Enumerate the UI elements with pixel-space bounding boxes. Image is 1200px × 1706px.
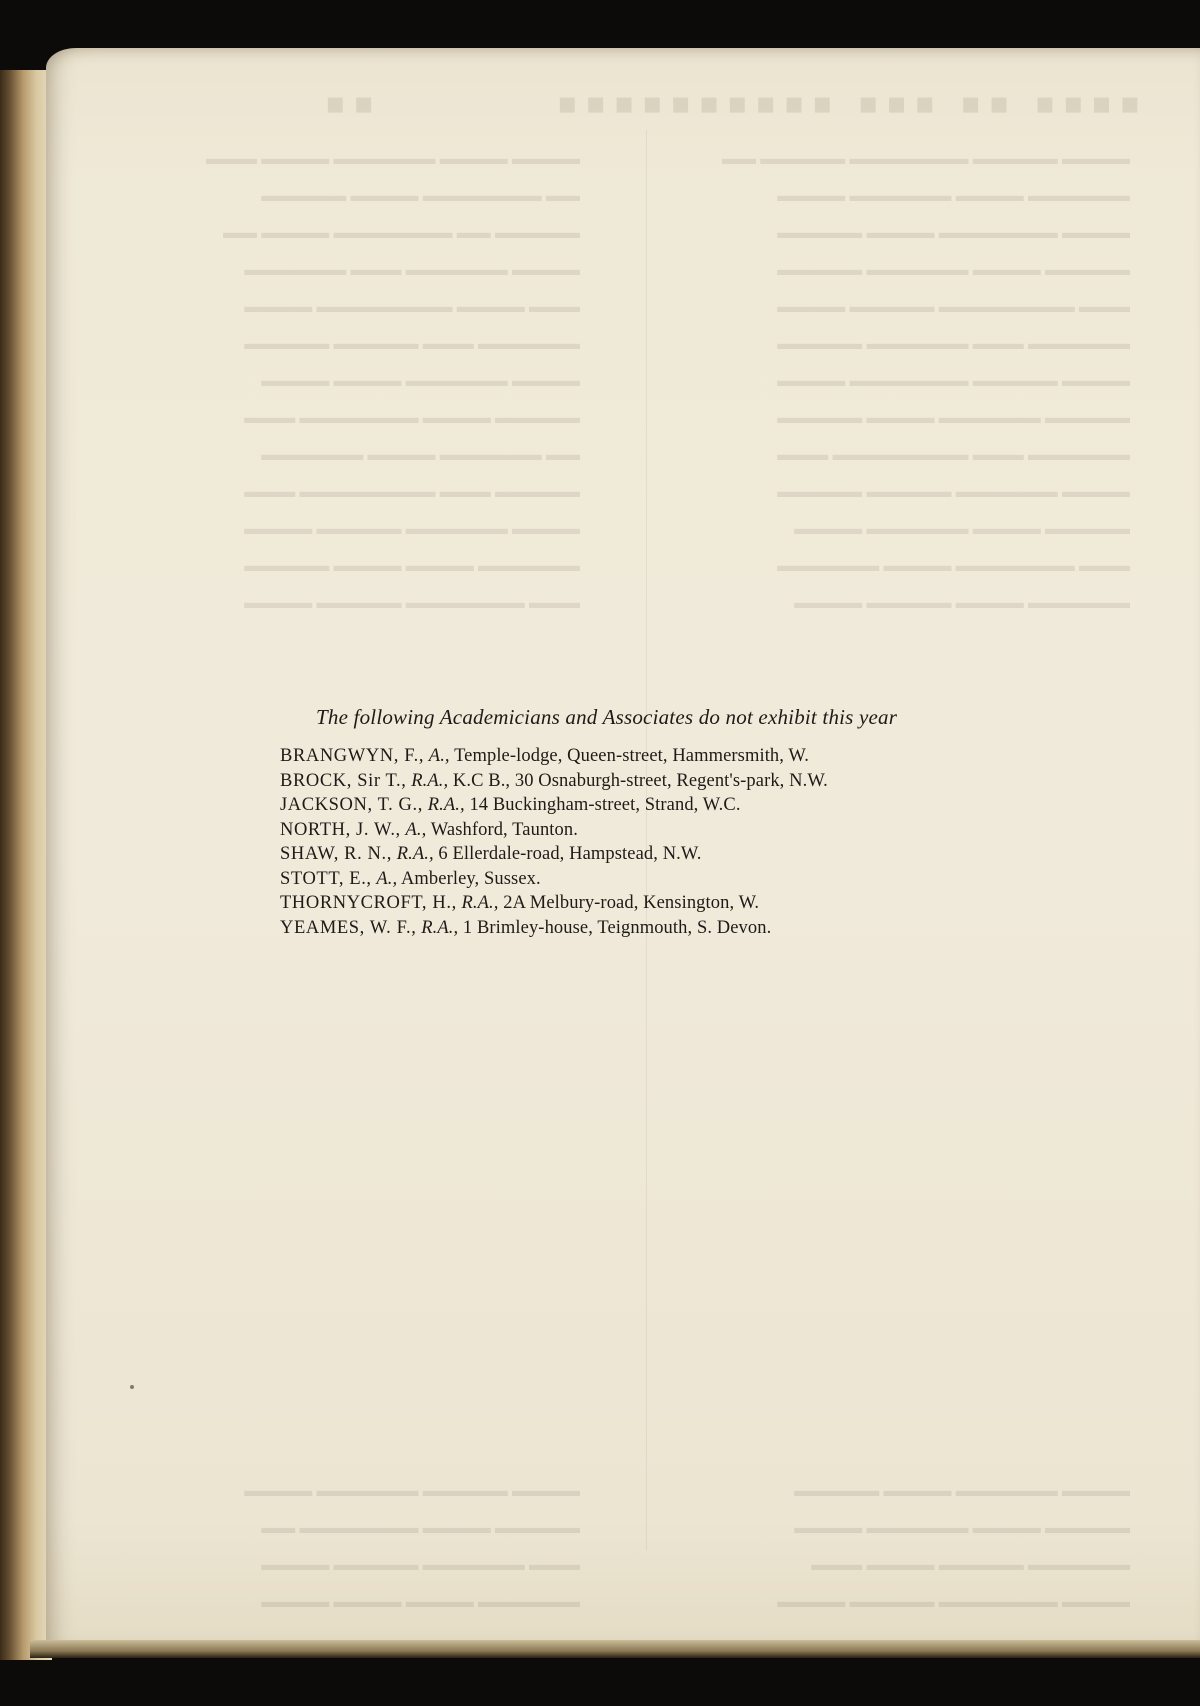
bleed-through-column-left: ▬▬▬▬ ▬▬▬▬ ▬▬▬▬▬▬ ▬▬▬▬ ▬▬▬ ▬▬ ▬▬▬▬▬▬▬ ▬▬▬▬ ▬▬▬▬▬ ▬▬▬▬▬ ▬▬ ▬▬▬▬▬▬▬ ▬▬▬▬ ▬▬ ▬▬▬▬ ▬▬▬▬▬▬ ▬▬▬ ▬▬▬▬▬▬ ▬▬▬ ▬▬▬▬ ▬▬▬▬▬▬▬▬ ▬▬▬▬ ▬▬▬▬▬▬ ▬▬▬ ▬▬▬▬▬ ▬▬▬▬▬ ▬▬▬▬ ▬▬▬▬▬▬ ▬▬▬▬ ▬▬▬▬ ▬▬▬▬▬ ▬▬▬▬ ▬▬▬▬▬▬▬ ▬▬▬ ▬▬ ▬▬▬▬▬▬ ▬▬▬▬ ▬▬▬▬▬▬ ▬▬▬▬▬ ▬▬▬ ▬▬▬▬▬▬▬▬ ▬▬▬ ▬▬▬▬ ▬▬▬▬▬▬ ▬▬▬▬▬ ▬▬▬▬ ▬▬▬▬▬▬ ▬▬▬▬ ▬▬▬▬ ▬▬▬▬▬ ▬▬▬ ▬▬▬▬▬▬▬ ▬▬▬▬▬ ▬▬▬▬ ▬▬▬▬ ▬▬▬▬▬ ▬▬▬▬▬▬ ▬▬▬▬ ▬▬▬▬▬ ▬▬▬▬ ▬▬▬▬▬▬▬ ▬▬ ▬▬▬ ▬▬▬▬▬▬ ▬▬▬▬▬ ▬▬▬▬ ▬▬▬▬▬▬ ▬▬▬▬ ▬▬▬▬ ▬▬▬▬ [206,149,580,1611]
member-name: YEAMES, W. F., [280,917,417,938]
member-name: BROCK, Sir T., [280,770,407,791]
non-exhibitors-notice [280,705,1000,940]
non-exhibitors-list [280,744,1000,940]
list-item [280,793,1000,818]
list-item [280,867,1000,892]
member-address: Amberley, Sussex. [400,868,541,889]
member-name: SHAW, R. N., [280,844,392,864]
member-rank: R.A., [461,893,499,913]
list-item [280,842,1000,867]
member-name: STOTT, E., [280,868,372,889]
member-address: K.C B., 30 Osnaburgh-street, Regent's-park, N.W. [452,770,828,791]
member-rank: A., [405,819,427,840]
list-item [280,769,1000,794]
member-name: BRANGWYN, F., [280,746,425,766]
member-name: JACKSON, T. G., [280,795,423,815]
member-name: THORNYCROFT, H., [280,893,457,913]
notice-heading: The following Academicians and Associates do not exhibit this year [316,705,898,729]
member-rank: A., [376,868,398,889]
page-bottom-edge [30,1640,1200,1658]
list-item [280,891,1000,916]
book-spine [0,70,52,1660]
ink-speck [130,1385,134,1389]
member-address: 6 Ellerdale-road, Hampstead, N.W. [438,844,702,864]
member-address: Washford, Taunton. [430,819,578,840]
list-item [280,916,1000,941]
list-item [280,744,1000,769]
member-address: 14 Buckingham-street, Strand, W.C. [469,795,741,815]
member-rank: R.A., [396,844,434,864]
member-rank: R.A., [411,770,449,791]
bleed-through-column-right: ▬▬▬▬ ▬▬▬▬▬ ▬▬▬▬▬▬▬ ▬▬▬▬▬ ▬▬ ▬▬▬▬▬▬ ▬▬▬▬ ▬▬▬▬▬▬ ▬▬▬▬ ▬▬▬▬ ▬▬▬▬▬▬▬ ▬▬▬▬ ▬▬▬▬▬ ▬▬▬▬▬ ▬▬▬▬ ▬▬▬▬▬▬ ▬▬▬▬▬ ▬▬▬ ▬▬▬▬▬▬▬▬ ▬▬▬▬▬ ▬▬▬▬ ▬▬▬▬▬▬ ▬▬▬ ▬▬▬▬▬▬ ▬▬▬▬▬ ▬▬▬▬ ▬▬▬▬▬ ▬▬▬▬▬▬▬ ▬▬▬▬ ▬▬▬▬▬ ▬▬▬▬▬▬ ▬▬▬▬ ▬▬▬▬▬ ▬▬▬▬▬▬ ▬▬▬ ▬▬▬▬▬▬▬▬ ▬▬▬ ▬▬▬▬ ▬▬▬▬▬▬ ▬▬▬▬▬ ▬▬▬▬▬ ▬▬▬▬▬ ▬▬▬▬ ▬▬▬▬▬▬ ▬▬▬▬ ▬▬▬ ▬▬▬▬▬▬▬ ▬▬▬▬ ▬▬▬▬▬▬ ▬▬▬▬▬▬ ▬▬▬▬ ▬▬▬▬▬ ▬▬▬▬ ▬▬▬▬ ▬▬▬▬▬▬ ▬▬▬▬ ▬▬▬▬▬ ▬▬▬▬▬ ▬▬▬▬ ▬▬▬▬▬▬ ▬▬▬▬ ▬▬▬▬▬▬ ▬▬▬▬▬ ▬▬▬▬ ▬▬▬ ▬▬▬▬ ▬▬▬▬▬▬▬ ▬▬▬▬▬ ▬▬▬▬ [722,149,1130,1611]
list-item [280,818,1000,843]
member-address: Temple-lodge, Queen-street, Hammersmith, W. [454,746,809,766]
member-address: 1 Brimley-house, Teignmouth, S. Devon. [462,917,772,938]
member-name: NORTH, J. W., [280,819,401,840]
bleed-through-header: ▪▪▪▪ ▪▪ ▪▪▪ ▪▪▪▪▪▪▪▪▪▪ ▪▪ [317,86,1140,121]
member-rank: R.A., [421,917,459,938]
member-rank: A., [428,746,450,766]
member-rank: R.A., [427,795,465,815]
member-address: 2A Melbury-road, Kensington, W. [503,893,760,913]
